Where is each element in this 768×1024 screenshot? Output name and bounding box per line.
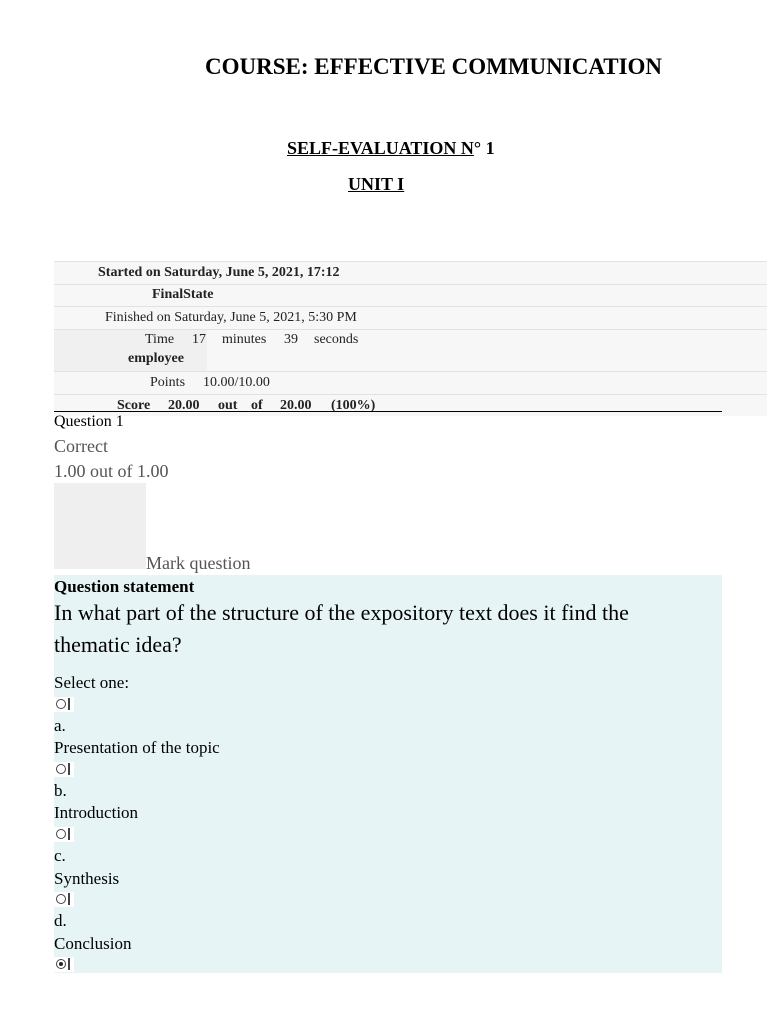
summary-row-state: [54, 284, 767, 306]
self-evaluation-title-underlined: SELF-EVALUATION N: [287, 138, 474, 158]
radio-icon: [56, 764, 66, 774]
mark-question-link[interactable]: Mark question: [146, 553, 251, 573]
question-text: In what part of the structure of the expository text does it find the thematic idea?: [54, 600, 629, 657]
points-value: 10.00/10.00: [203, 375, 270, 390]
time-sublabel: employee: [128, 351, 184, 366]
time-minutes-unit: minutes: [222, 332, 267, 347]
option-d-radio[interactable]: [54, 892, 74, 907]
summary-row-started: [54, 261, 767, 284]
question-number: Question 1: [54, 413, 124, 430]
started-on: Started on Saturday, June 5, 2021, 17:12: [98, 265, 340, 280]
question-statement-label: Question statement: [54, 577, 195, 596]
question-status: Correct: [54, 436, 108, 456]
option-a-text[interactable]: Presentation of the topic: [54, 738, 220, 757]
summary-row-finished: [54, 306, 767, 329]
points-label: Points: [150, 375, 186, 390]
extra-radio[interactable]: [54, 957, 74, 972]
radio-icon: [56, 894, 66, 904]
select-one-label: Select one:: [54, 673, 130, 692]
score-out: out: [218, 398, 238, 413]
summary-divider: [54, 411, 722, 412]
time-seconds-unit: seconds: [314, 332, 359, 347]
flag-question-box[interactable]: [54, 483, 146, 569]
option-c-letter: c.: [54, 846, 66, 865]
option-c-text[interactable]: Synthesis: [54, 869, 120, 888]
time-seconds: 39: [284, 332, 298, 347]
option-a-radio[interactable]: [54, 697, 74, 712]
score-total: 20.00: [280, 398, 312, 413]
unit-title: UNIT I: [348, 174, 405, 194]
option-c-radio[interactable]: [54, 827, 74, 842]
state-label: FinalState: [152, 287, 214, 302]
self-evaluation-title-number: ° 1: [473, 138, 495, 158]
self-evaluation-title: [287, 138, 495, 159]
question-mark: 1.00 out of 1.00: [54, 461, 169, 481]
course-title: COURSE: EFFECTIVE COMMUNICATION: [205, 54, 663, 79]
option-b-radio[interactable]: [54, 762, 74, 777]
option-d-letter: d.: [54, 911, 67, 930]
summary-row-points: [54, 371, 767, 394]
attempt-summary-table: [54, 261, 767, 416]
time-minutes: 17: [192, 332, 206, 347]
summary-row-time: [54, 329, 767, 371]
time-label: Time: [145, 332, 175, 347]
score-label: Score: [117, 398, 151, 413]
score-of: of: [251, 398, 263, 413]
score-percent: (100%): [331, 398, 376, 413]
finished-on: Finished on Saturday, June 5, 2021, 5:30 PM: [105, 310, 357, 325]
summary-row-score: [54, 394, 767, 416]
option-b-letter: b.: [54, 781, 67, 800]
option-a-letter: a.: [54, 716, 66, 735]
radio-icon: [56, 829, 66, 839]
radio-selected-icon: [56, 959, 66, 969]
score-value: 20.00: [168, 398, 200, 413]
radio-icon: [56, 699, 66, 709]
option-d-text[interactable]: Conclusion: [54, 934, 132, 953]
option-b-text[interactable]: Introduction: [54, 803, 139, 822]
